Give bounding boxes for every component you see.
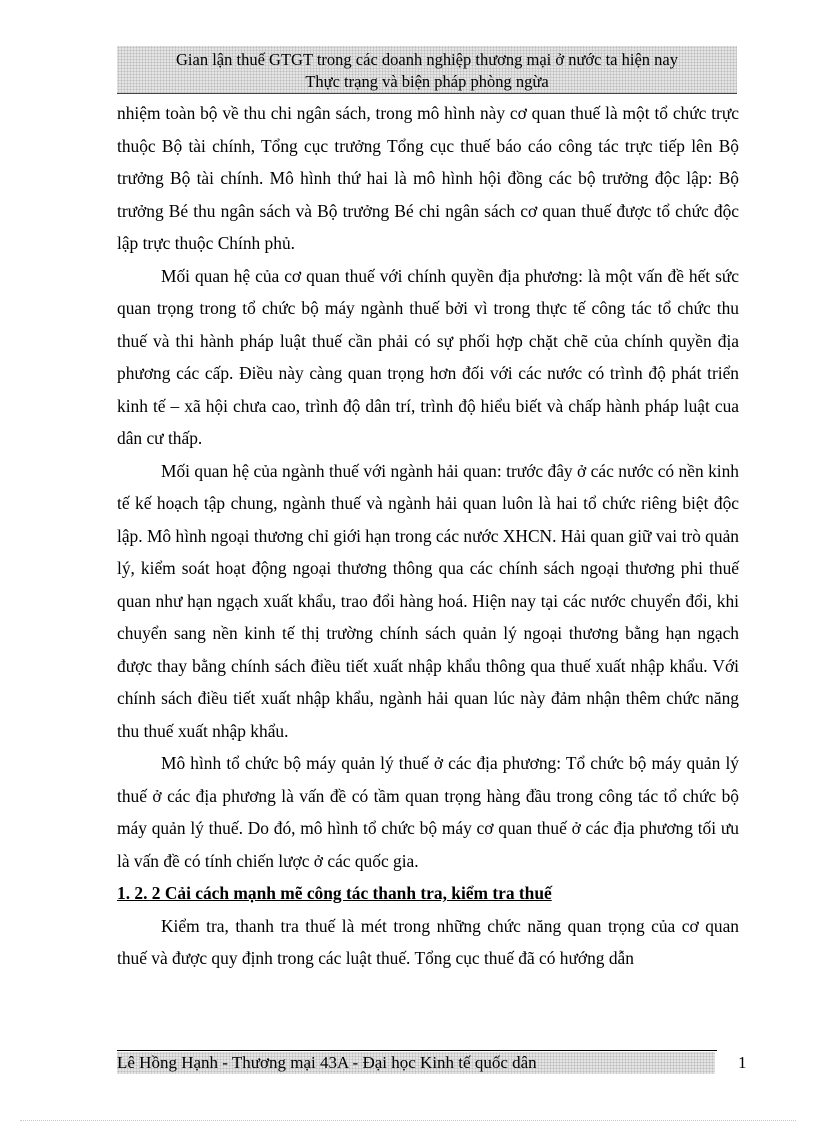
header-title-line2: Thực trạng và biện pháp phòng ngừa: [305, 72, 549, 91]
paragraph-local-government: Mối quan hệ của cơ quan thuế với chính quyền địa phương: là một vấn đề hết sức quan trọng trong tổ chức bộ máy ngành thuế bởi vì trong thực tế công tác tổ chức thu thuế và thi hành pháp luật thuế cần phải có sự phối hợp chặt chẽ của chính quyền địa phương các cấp. Điều này càng quan trọng hơn đối với các nước có trình độ phát triển kinh tế – xã hội chưa cao, trình độ dân trí, trình độ hiểu biết và chấp hành pháp luật cua dân cư thấp.: [117, 265, 739, 448]
section-heading: 1. 2. 2 Cải cách mạnh mẽ công tác thanh tra, kiểm tra thuế: [117, 883, 552, 903]
page-header: [117, 46, 737, 94]
footer-divider: [117, 1050, 717, 1051]
page-footer: Lê Hồng Hạnh - Thương mại 43A - Đại học Kinh tế quốc dân: [117, 1052, 715, 1074]
paragraph-continued: nhiệm toàn bộ về thu chi ngân sách, trong mô hình này cơ quan thuế là một tổ chức trực thuộc Bộ tài chính, Tổng cục trưởng Tổng cục thuế báo cáo công tác trực tiếp lên Bộ trưởng Bộ tài chính. Mô hình thứ hai là mô hình hội đồng các bộ trưởng độc lập: Bộ trưởng Bé thu ngân sách và Bộ trưởng Bé chi ngân sách cơ quan thuế được tổ chức độc lập trực thuộc Chính phủ.: [117, 103, 739, 253]
page-edge-divider: [20, 1120, 796, 1121]
page-number: 1: [738, 1053, 747, 1072]
paragraph-inspection: Kiểm tra, thanh tra thuế là mét trong những chức năng quan trọng của cơ quan thuế và được quy định trong các luật thuế. Tổng cục thuế đã có hướng dẫn: [117, 915, 739, 968]
document-body: [117, 97, 739, 975]
header-title-line1: Gian lận thuế GTGT trong các doanh nghiệp thương mại ở nước ta hiện nay: [176, 50, 678, 69]
paragraph-local-model: Mô hình tổ chức bộ máy quản lý thuế ở các địa phương: Tổ chức bộ máy quản lý thuế ở các địa phương là vấn đề có tầm quan trọng hàng đầu trong công tác tổ chức bộ máy quản lý thuế. Do đó, mô hình tổ chức bộ máy cơ quan thuế ở các địa phương tối ưu là vấn đề có tính chiến lược ở các quốc gia.: [117, 753, 739, 871]
paragraph-customs: Mối quan hệ của ngành thuế với ngành hải quan: trước đây ở các nước có nền kinh tế kế hoạch tập chung, ngành thuế và ngành hải quan luôn là hai tổ chức riêng biệt độc lập. Mô hình ngoại thương chỉ giới hạn trong các nước XHCN. Hải quan giữ vai trò quản lý, kiểm soát hoạt động ngoại thương thông qua các chính sách ngoại thương phi thuế quan như hạn ngạch xuất khẩu, trao đổi hàng hoá. Hiện nay tại các nước chuyển đổi, khi chuyển sang nền kinh tế thị trường chính sách quản lý ngoại thương bằng hạn ngạch được thay bằng chính sách điều tiết xuất nhập khẩu thông qua thuế xuất nhập khẩu. Với chính sách điều tiết xuất nhập khẩu, ngành hải quan lúc này đảm nhận thêm chức năng thu thuế xuất nhập khẩu.: [117, 460, 739, 741]
